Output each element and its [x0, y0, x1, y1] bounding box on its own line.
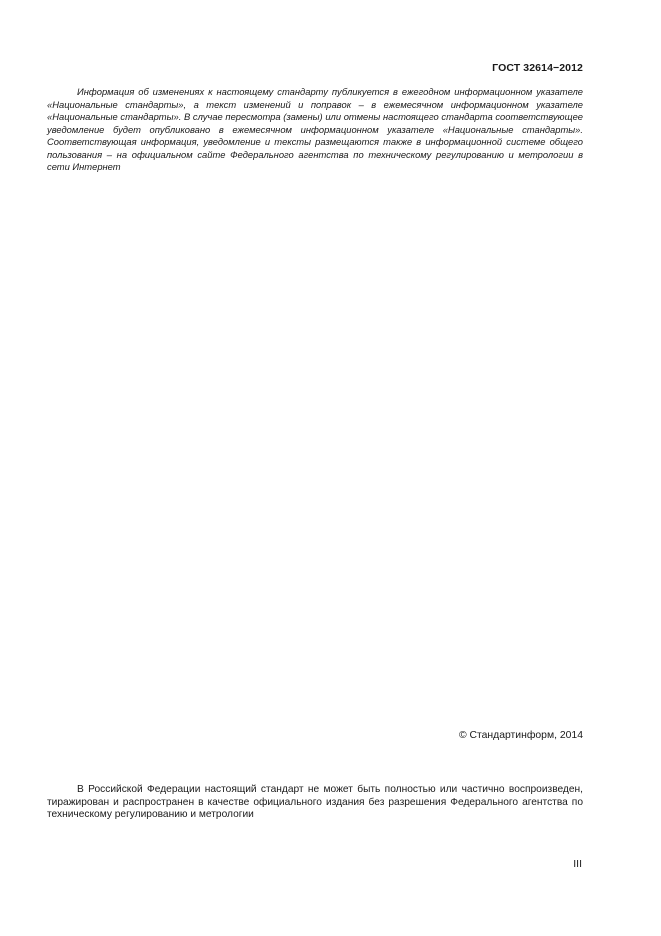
page-header-standard-code: ГОСТ 32614−2012	[492, 62, 583, 74]
info-notice-paragraph: Информация об изменениях к настоящему стандарту публикуется в ежегодном информационном указателе «Национальные стандарты», а текст изменений и поправок – в ежемесячном информационном указателе «Национальные стандарты». В случае пересмотра (замены) или отмены настоящего стандарта соответствующее уведомление будет опубликовано в ежемесячном информационном указателе «Национальные стандарты». Соответствующая информация, уведомление и тексты размещаются также в информационной системе общего пользования – на официальном сайте Федерального агентства по техническому регулированию и метрологии в сети Интернет	[47, 86, 583, 172]
reproduction-notice-paragraph: В Российской Федерации настоящий стандарт не может быть полностью или частично воспроизведен, тиражирован и распространен в качестве официального издания без разрешения Федерального агентства по техническому регулированию и метрологии	[47, 784, 583, 821]
copyright-notice: © Стандартинформ, 2014	[458, 730, 583, 741]
page-number: III	[573, 858, 582, 870]
